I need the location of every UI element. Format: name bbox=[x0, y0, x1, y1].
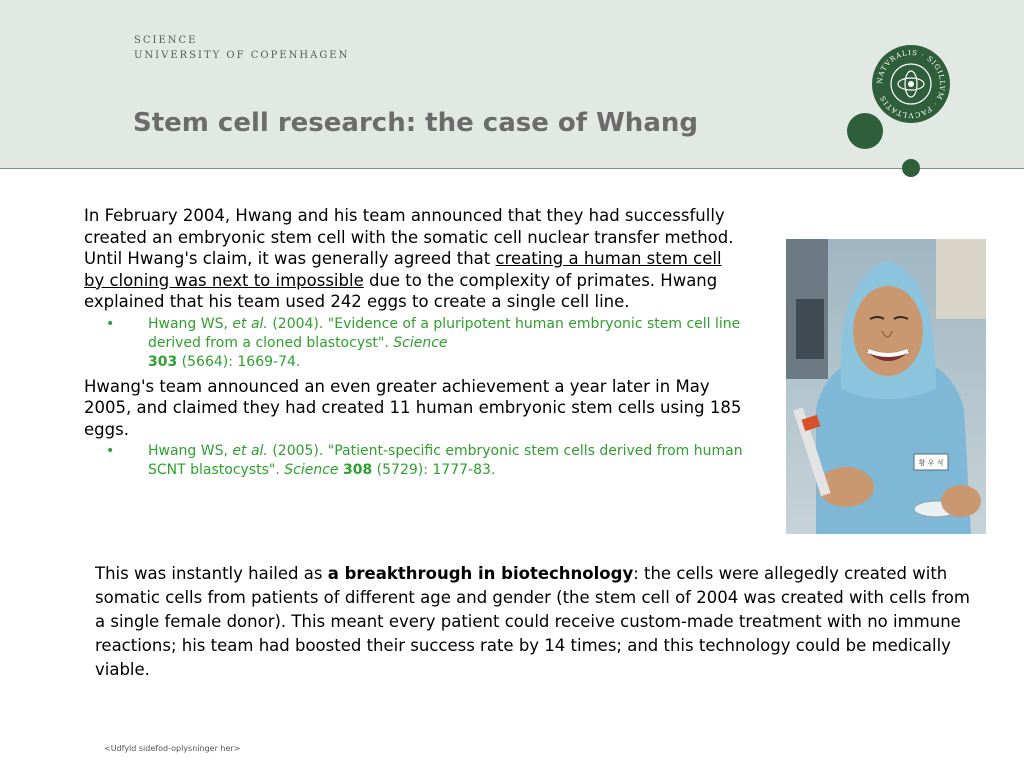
footer-placeholder: <Udfyld sidefod-oplysninger her> bbox=[104, 744, 241, 753]
paragraph-text: This was instantly hailed as bbox=[95, 564, 328, 583]
ref-pages: (5729): 1777-83. bbox=[372, 462, 496, 478]
name-badge: 황 우 석 bbox=[918, 459, 944, 467]
decorative-dot-small bbox=[902, 159, 920, 177]
paragraph-text: due to the complexity of primates. Hwang explained that his team used 242 eggs to create a single cell line. bbox=[84, 270, 718, 311]
ref-authors: Hwang WS, bbox=[148, 315, 233, 332]
seal-text: NATVRALIS · SIGILLVM · FACVLTATIS bbox=[875, 48, 947, 120]
paragraph-2005-claim: Hwang's team announced an even greater achievement a year later in May 2005, and claimed they had created 11 human embryonic stem cells using 185 eggs. bbox=[84, 376, 742, 439]
institution-university: UNIVERSITY OF COPENHAGEN bbox=[134, 50, 350, 61]
underlined-phrase: creating a human stem cell by cloning was next to impossible bbox=[84, 249, 722, 290]
institution-faculty: SCIENCE bbox=[134, 35, 198, 46]
ref-pages: (5664): 1669-74. bbox=[177, 353, 301, 370]
slide-title: Stem cell research: the case of Whang bbox=[133, 108, 698, 138]
decorative-dot-large bbox=[847, 113, 883, 149]
reference-2005 bbox=[84, 442, 744, 480]
bullet: • bbox=[106, 315, 115, 332]
reference-2004 bbox=[84, 315, 744, 372]
ref-journal: Science bbox=[284, 462, 339, 478]
ref-title: (2005). "Patient-specific embryonic stem cells derived from human SCNT blastocysts". bbox=[148, 443, 743, 478]
ref-title: (2004). "Evidence of a pluripotent human embryonic stem cell line derived from a cloned blastocyst". bbox=[148, 315, 741, 351]
bullet: • bbox=[106, 443, 115, 459]
photo-hwang bbox=[786, 239, 986, 534]
bold-phrase: a breakthrough in biotechnology bbox=[327, 564, 634, 583]
ref-etal: et al. bbox=[232, 443, 268, 459]
ref-etal: et al. bbox=[232, 315, 268, 332]
ref-volume: 303 bbox=[148, 353, 178, 370]
ref-journal: Science bbox=[393, 334, 448, 351]
paragraph-text: : the cells were allegedly created with somatic cells from patients of different age and gender (the stem cell of 2004 was created with cells from a single female donor). This meant every patient could receive custom-made treatment with no immune reactions; his team had boosted their success rate by 14 times; and this technology could be medically viable. bbox=[95, 564, 970, 679]
university-seal-icon bbox=[871, 44, 951, 124]
paragraph-breakthrough bbox=[95, 562, 985, 682]
ref-authors: Hwang WS, bbox=[148, 443, 233, 459]
paragraph-2004-claim bbox=[84, 205, 744, 313]
paragraph-text: In February 2004, Hwang and his team announced that they had successfully created an embryonic stem cell with the somatic cell nuclear transfer method. Until Hwang's claim, it was generally agreed that bbox=[84, 206, 734, 268]
ref-volume: 308 bbox=[342, 462, 373, 478]
main-text-column bbox=[84, 205, 744, 484]
